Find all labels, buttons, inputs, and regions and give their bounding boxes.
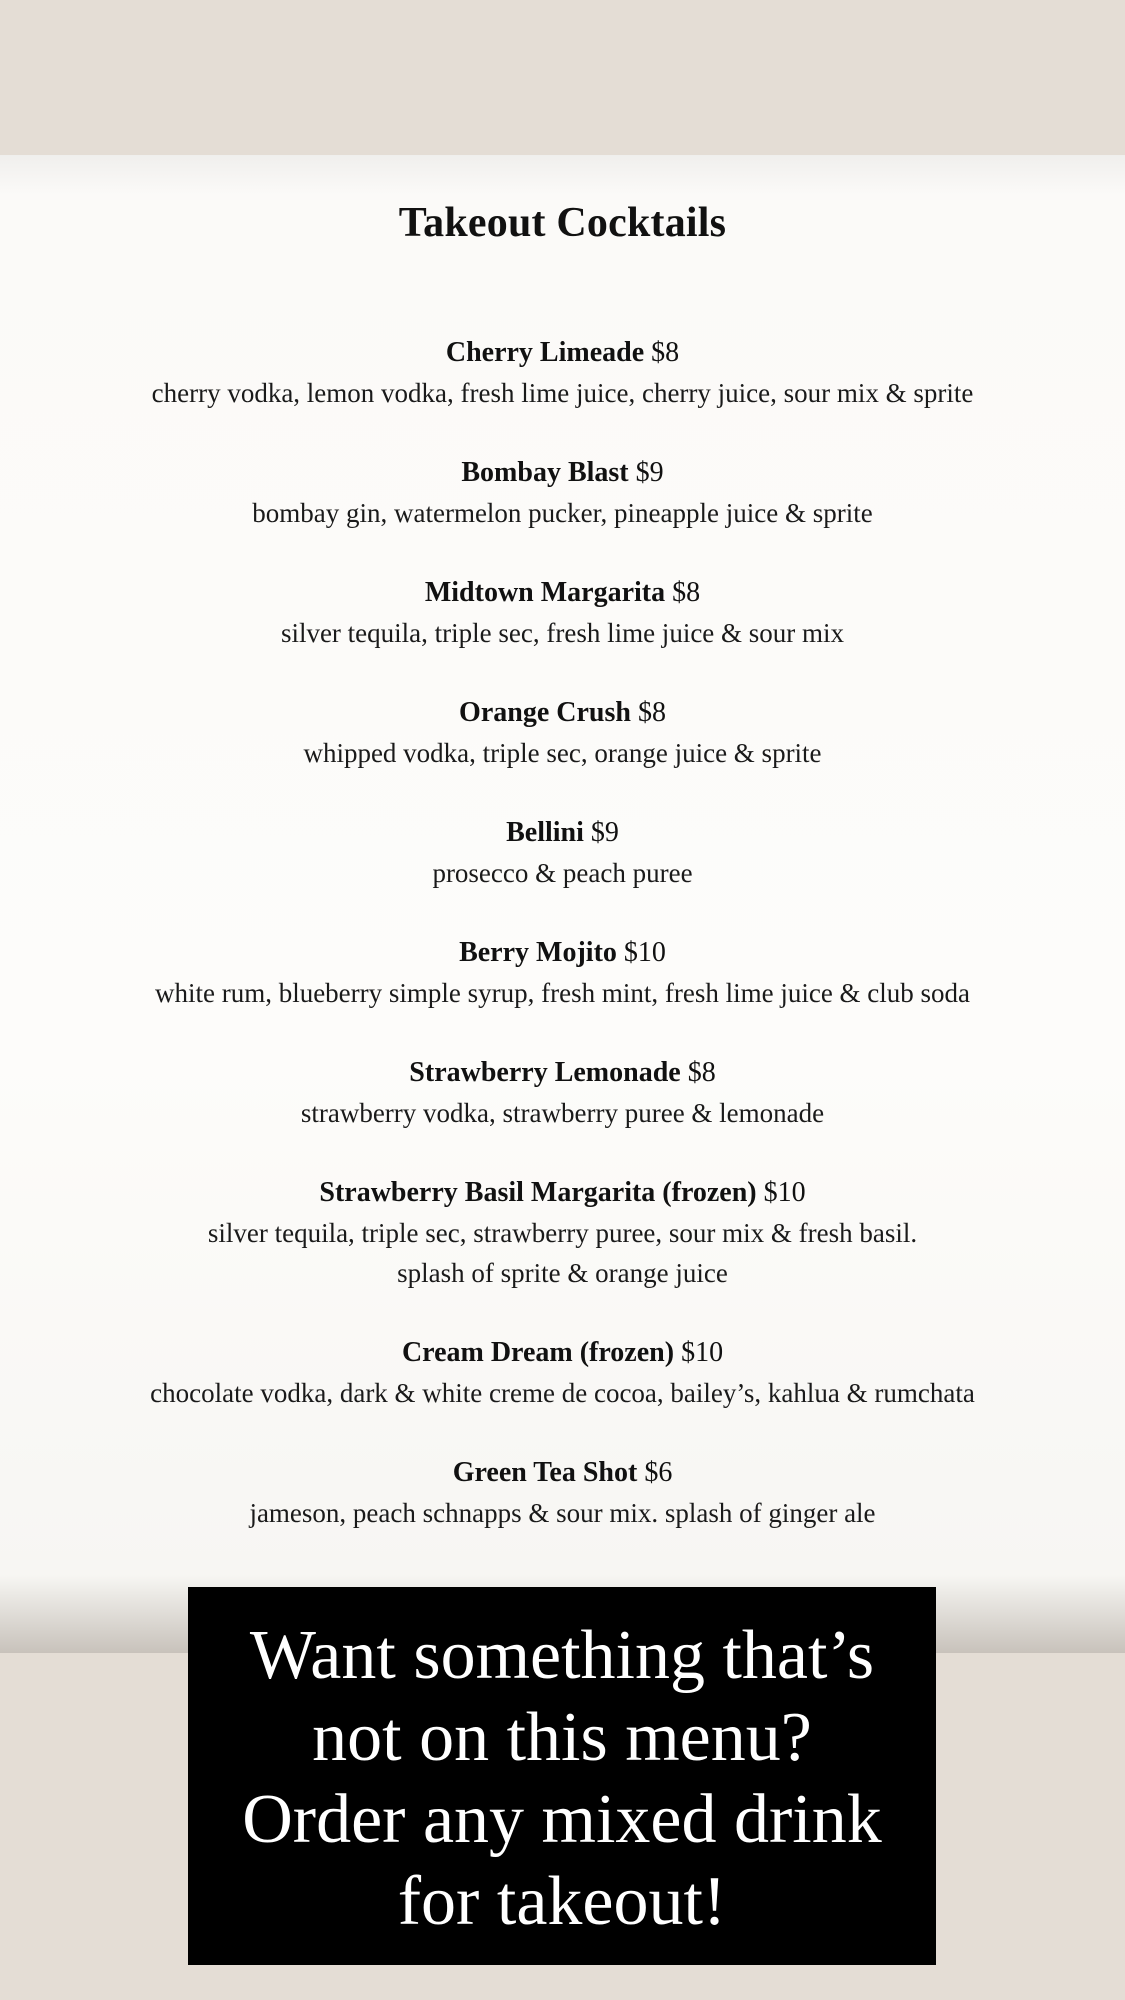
menu-item-name: Cream Dream (frozen) xyxy=(401,1337,675,1368)
menu-item-name: Midtown Margarita xyxy=(424,577,666,608)
menu-item-description-line: silver tequila, triple sec, fresh lime juice & sour mix xyxy=(280,618,845,648)
menu-item-price: $9 xyxy=(635,457,664,488)
menu-item-price: $10 xyxy=(623,937,666,968)
menu-item-description-line: prosecco & peach puree xyxy=(432,858,693,888)
menu-item xyxy=(0,453,1125,533)
menu-item-description-line: cherry vodka, lemon vodka, fresh lime juice, cherry juice, sour mix & sprite xyxy=(151,378,974,408)
menu-item xyxy=(0,333,1125,413)
menu-item xyxy=(0,933,1125,1013)
menu-item-header xyxy=(0,1333,1125,1373)
menu-item-description-line: splash of sprite & orange juice xyxy=(397,1258,728,1288)
menu-item-price: $10 xyxy=(681,1337,724,1368)
menu-item-price: $6 xyxy=(644,1457,673,1488)
menu-item-price: $8 xyxy=(687,1057,716,1088)
promo-line: for takeout! xyxy=(397,1863,727,1940)
menu-item-header xyxy=(0,693,1125,733)
menu-item-name: Bombay Blast xyxy=(461,457,629,488)
menu-item-description xyxy=(0,1213,1125,1293)
promo-banner xyxy=(188,1587,936,1965)
menu-item-description xyxy=(0,1493,1125,1533)
menu-item-description-line: silver tequila, triple sec, strawberry puree, sour mix & fresh basil. xyxy=(207,1218,918,1248)
menu-item-description-line: white rum, blueberry simple syrup, fresh mint, fresh lime juice & club soda xyxy=(154,978,971,1008)
menu-item xyxy=(0,573,1125,653)
menu-item-name: Green Tea Shot xyxy=(452,1457,638,1488)
menu-item-description xyxy=(0,1373,1125,1413)
menu-item-description xyxy=(0,973,1125,1013)
menu-item-description xyxy=(0,493,1125,533)
menu-item-description xyxy=(0,373,1125,413)
menu-title: Takeout Cocktails xyxy=(398,200,727,246)
menu-item-header xyxy=(0,1173,1125,1213)
menu-item xyxy=(0,693,1125,773)
menu-item-description xyxy=(0,853,1125,893)
menu-item-name: Strawberry Lemonade xyxy=(409,1057,681,1088)
menu-item-header xyxy=(0,333,1125,373)
menu-item-description xyxy=(0,733,1125,773)
menu-item xyxy=(0,813,1125,893)
menu-item-description-line: jameson, peach schnapps & sour mix. splash of ginger ale xyxy=(249,1498,876,1528)
promo-line: Order any mixed drink xyxy=(242,1781,882,1858)
menu-item-description-line: strawberry vodka, strawberry puree & lemonade xyxy=(300,1098,825,1128)
menu-item-name: Cherry Limeade xyxy=(445,337,645,368)
promo-text xyxy=(232,1609,892,1943)
menu-item xyxy=(0,1053,1125,1133)
menu-item-header xyxy=(0,1453,1125,1493)
menu-item-price: $8 xyxy=(637,697,666,728)
menu-item xyxy=(0,1453,1125,1533)
menu-item-price: $10 xyxy=(763,1177,806,1208)
promo-line: not on this menu? xyxy=(312,1699,812,1776)
menu-item-price: $8 xyxy=(672,577,701,608)
menu-item-name: Berry Mojito xyxy=(459,937,617,968)
menu-item-description xyxy=(0,1093,1125,1133)
menu-item-header xyxy=(0,813,1125,853)
menu-item-description-line: bombay gin, watermelon pucker, pineapple juice & sprite xyxy=(252,498,873,528)
menu-item-header xyxy=(0,453,1125,493)
menu-item-header xyxy=(0,1053,1125,1093)
menu-item xyxy=(0,1333,1125,1413)
menu-item-header xyxy=(0,933,1125,973)
menu-item-price: $8 xyxy=(651,337,680,368)
menu-item-name: Strawberry Basil Margarita (frozen) xyxy=(319,1177,757,1208)
menu-item-name: Orange Crush xyxy=(459,697,631,728)
menu-item-price: $9 xyxy=(590,817,619,848)
menu-item-description-line: chocolate vodka, dark & white creme de cocoa, bailey’s, kahlua & rumchata xyxy=(150,1378,975,1408)
menu-card xyxy=(0,155,1125,1653)
menu-item-description xyxy=(0,613,1125,653)
menu-item-description-line: whipped vodka, triple sec, orange juice & sprite xyxy=(303,738,822,768)
menu-item-header xyxy=(0,573,1125,613)
menu-list xyxy=(0,333,1125,1573)
menu-item-name: Bellini xyxy=(506,817,584,848)
menu-item xyxy=(0,1173,1125,1293)
promo-line: Want something that’s xyxy=(249,1617,875,1694)
